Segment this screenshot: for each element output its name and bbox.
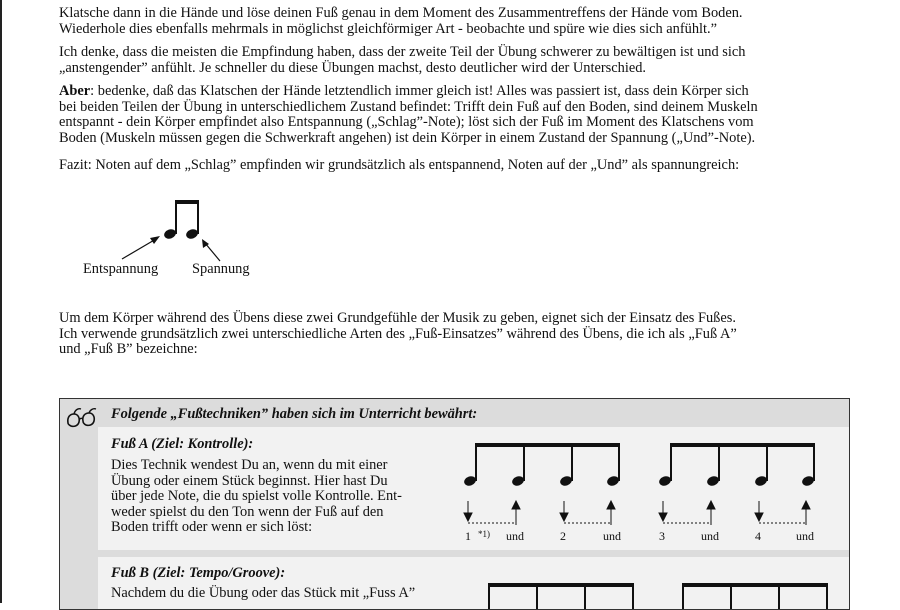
- paragraph-exercise-intro: [59, 6, 849, 37]
- quarter-note-icon: [511, 443, 525, 487]
- beam: [670, 443, 815, 447]
- aber-bold: Aber: [59, 83, 91, 99]
- foot-a-title: Fuß A (Ziel: Kontrolle):: [111, 436, 254, 452]
- page-left-border: [0, 0, 2, 603]
- text-line: Ich verwende grundsätzlich zwei unterschiedliche Arten des „Fuß-Einsatzes” während des Übens, die ich als „Fuß A”: [59, 325, 737, 342]
- beat-label: 4: [755, 529, 761, 543]
- beat-label: und: [506, 529, 524, 543]
- beat-label: und: [701, 529, 719, 543]
- foot-arrows: [464, 501, 810, 525]
- label-spannung: Spannung: [192, 261, 250, 277]
- beat-label: 1: [465, 529, 471, 543]
- quarter-note-icon: [706, 443, 720, 487]
- text-line: Übung oder einem Stück beginnst. Hier hast Du: [111, 472, 388, 489]
- quarter-note-icon: [801, 443, 815, 487]
- text-line: Ich denke, dass die meisten die Empfindung haben, dass der zweite Teil der Übung schwerer zu bewältigen ist und sich: [59, 44, 746, 60]
- eighth-notes-icon: [78, 195, 278, 265]
- text-line: Klatsche dann in die Hände und löse deinen Fuß genau in dem Moment des Zusammentreffens der Hände vom Boden.: [59, 5, 743, 21]
- foot-b-panel: [98, 557, 849, 610]
- beat-label: und: [796, 529, 814, 543]
- quarter-note-icon: [606, 443, 620, 487]
- foot-b-title: Fuß B (Ziel: Tempo/Groove):: [111, 565, 286, 581]
- foot-b-notation: [488, 583, 848, 610]
- beat-label: 3: [659, 529, 665, 543]
- foot-a-panel: [98, 427, 849, 550]
- foot-a-description: [111, 458, 431, 536]
- text-line: bei beiden Teilen der Übung in unterschiedlichem Zustand befindet: Trifft dein Fuß auf den Boden, sind deinem Muskeln: [59, 98, 758, 115]
- text-line: Um dem Körper während des Übens diese zwei Grundgefühle der Musik zu geben, eignet sich der Einsatz des Fußes.: [59, 310, 736, 326]
- quarter-note-icon: [463, 443, 477, 487]
- quarter-note-icon: [658, 443, 672, 487]
- text-line: weder spielst du den Ton wenn der Fuß auf den: [111, 503, 384, 520]
- paragraph-fuss-einsatz: [59, 311, 849, 358]
- glasses-icon: [66, 407, 98, 429]
- text-line: [59, 84, 849, 100]
- text-line: entspannt - dein Körper empfindet also Entspannung („Schlag”-Note); löst sich der Fuß im Moment des Klatschens vom: [59, 114, 754, 130]
- text-line: Fazit: Noten auf dem „Schlag” empfinden wir grundsätzlich als entspannend, Noten auf der „Und” als spannungreich:: [59, 157, 740, 173]
- text-line: und „Fuß B” bezeichne:: [59, 341, 198, 357]
- text-line: Boden trifft oder wenn er sich löst:: [111, 519, 313, 535]
- foot-a-notation: [460, 439, 840, 549]
- text-line-rest: : bedenke, daß das Klatschen der Hände letztendlich immer gleich ist! Alles was passiert ist, dass dein Körper sich: [90, 83, 749, 99]
- paragraph-observation: [59, 45, 849, 76]
- quarter-note-icon: [754, 443, 768, 487]
- quarter-note-icon: [559, 443, 573, 487]
- text-line: „anstengender” anfühlt. Je schneller du diese Übungen machst, desto deutlicher wird der Unterschied.: [59, 59, 647, 76]
- tension-figure: [78, 195, 278, 285]
- text-line: Boden (Muskeln müssen gegen die Schwerkraft angehen) ist dein Körper in einem Zustand der Spannung („Und”-Note).: [59, 129, 756, 146]
- footnote-marker: *1): [478, 529, 490, 539]
- beat-label: 2: [560, 529, 566, 543]
- text-line: Wiederhole dies ebenfalls mehrmals in möglichst gleichförmiger Art - beobachte und spüre wie dies sich anfühlt.”: [59, 20, 717, 37]
- tip-box: [59, 398, 850, 610]
- label-entspannung: Entspannung: [83, 261, 159, 277]
- paragraph-fazit: [59, 158, 849, 174]
- text-line: über jede Note, die du spielst volle Kontrolle. Ent-: [111, 488, 402, 504]
- text-line: Nachdem du die Übung oder das Stück mit „Fuss A”: [111, 585, 416, 601]
- foot-b-description: [111, 586, 431, 602]
- paragraph-aber: [59, 84, 849, 146]
- tip-box-heading: Folgende „Fußtechniken” haben sich im Unterricht bewährt:: [111, 406, 478, 422]
- beat-label: und: [603, 529, 621, 543]
- text-line: Dies Technik wendest Du an, wenn du mit einer: [111, 457, 388, 473]
- beam: [475, 443, 620, 447]
